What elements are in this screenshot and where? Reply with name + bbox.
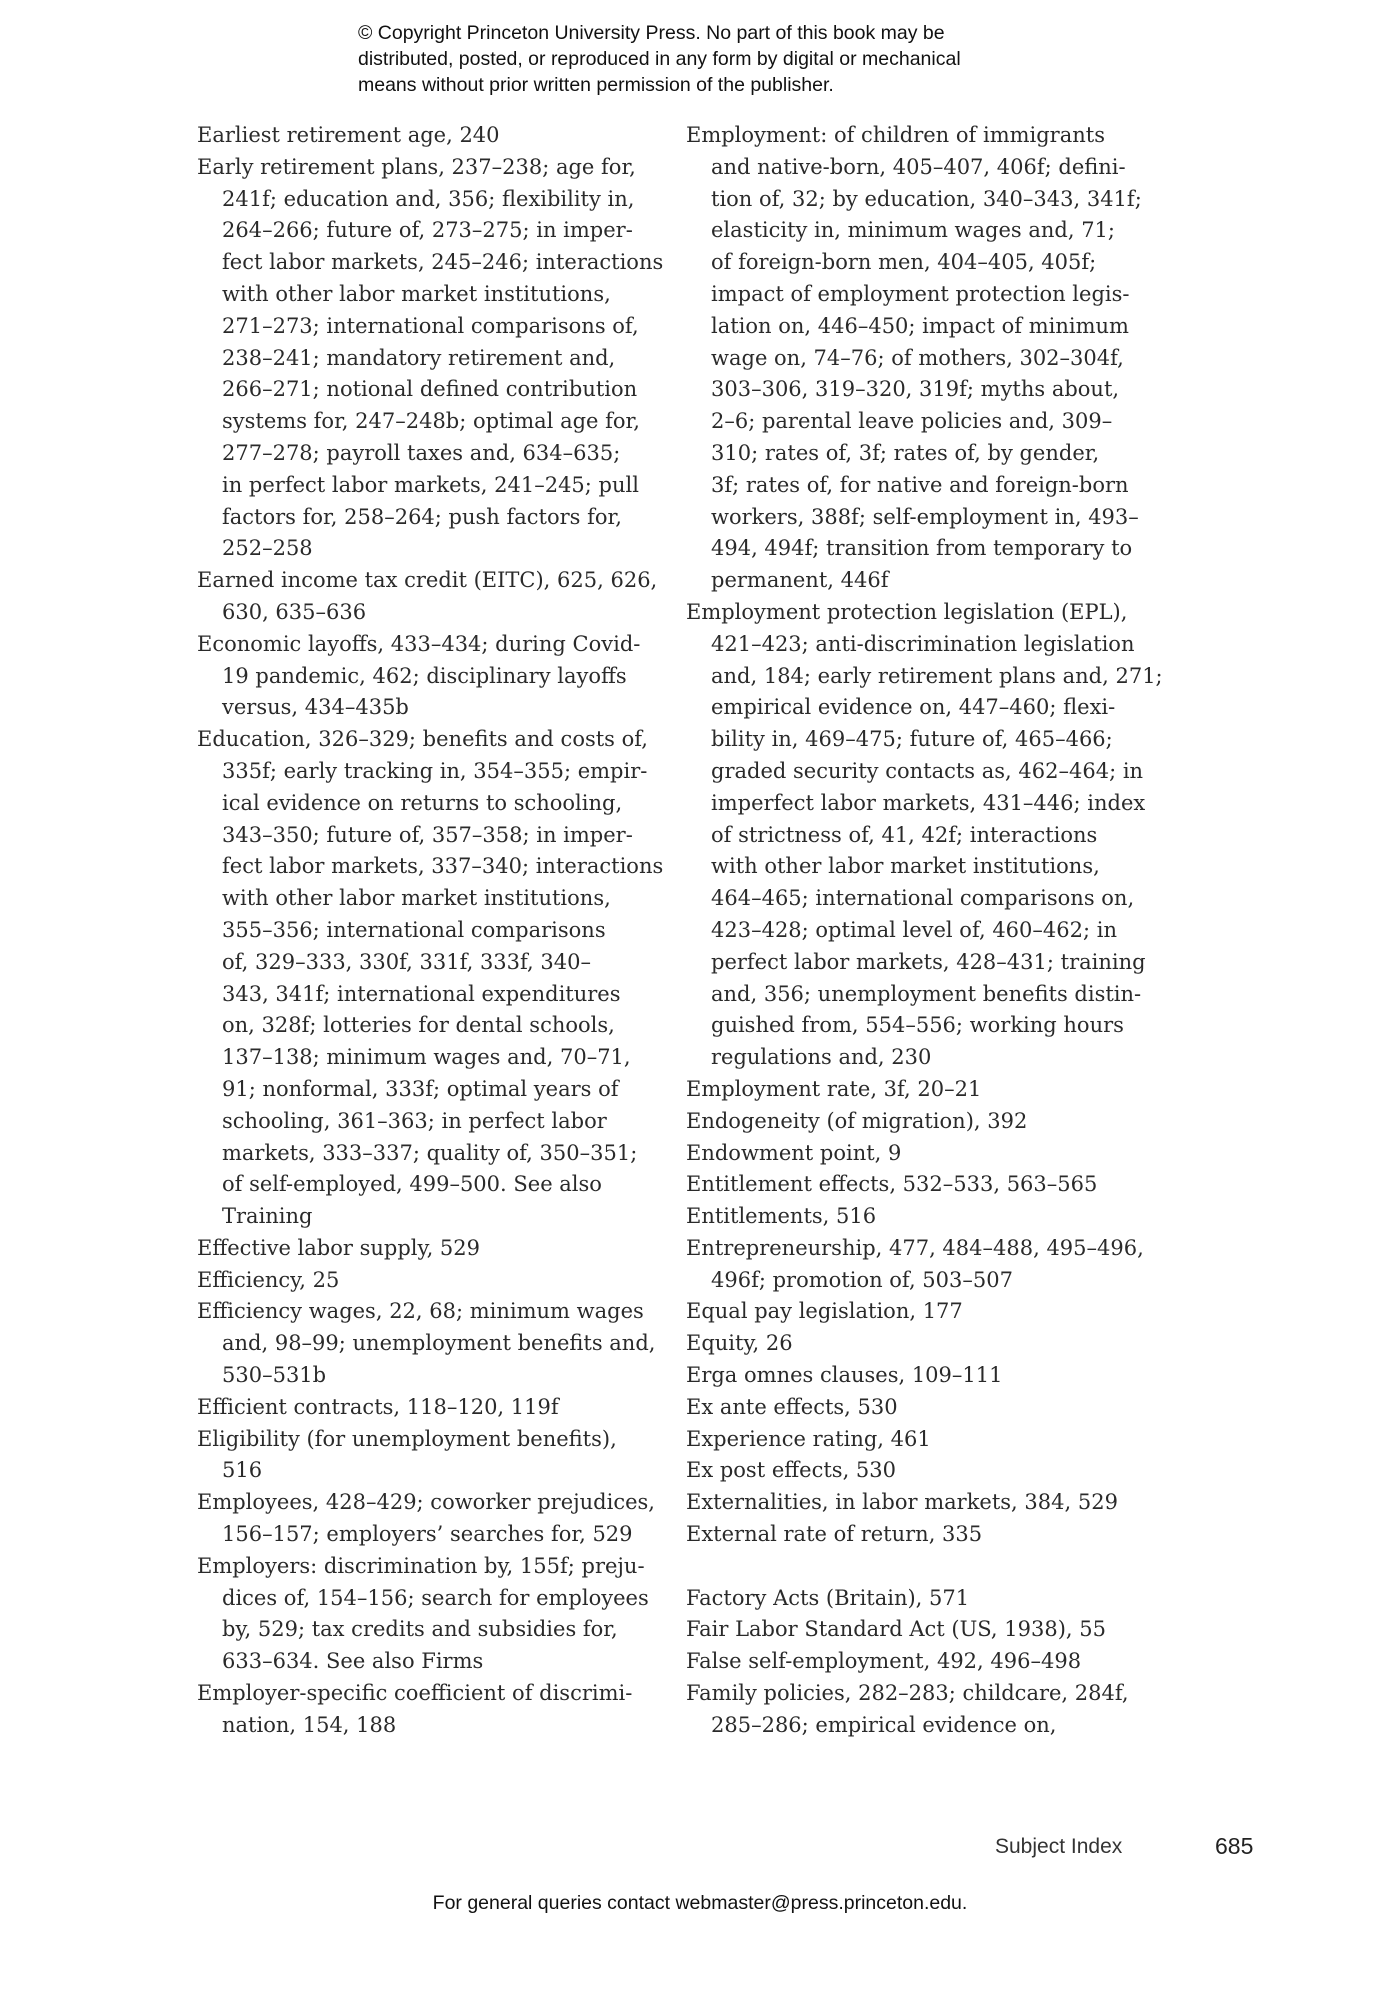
index-entry-line: of self-employed, 499–500. See also bbox=[222, 1172, 602, 1197]
index-entry-line: 277–278; payroll taxes and, 634–635; bbox=[222, 440, 621, 465]
index-entry-line: on, 328f; lotteries for dental schools, bbox=[222, 1013, 615, 1038]
index-entry-line: Fair Labor Standard Act (US, 1938), 55 bbox=[686, 1617, 1106, 1642]
index-entry-line: Entitlements, 516 bbox=[686, 1204, 877, 1229]
index-entry-line: 3f; rates of, for native and foreign-born bbox=[711, 472, 1129, 497]
index-entry-line: with other labor market institutions, bbox=[222, 886, 611, 911]
index-entry-line: 238–241; mandatory retirement and, bbox=[222, 345, 616, 370]
index-entry-line: of strictness of, 41, 42f; interactions bbox=[711, 822, 1098, 847]
index-entry-line: Endowment point, 9 bbox=[686, 1140, 902, 1165]
index-entry-line: regulations and, 230 bbox=[711, 1045, 932, 1070]
index-entry bbox=[686, 1074, 1166, 1106]
index-entry-line: Earliest retirement age, 240 bbox=[197, 123, 500, 147]
index-entry-line: Training bbox=[222, 1204, 313, 1229]
index-entry-line: Ex ante effects, 530 bbox=[686, 1394, 898, 1419]
page-number: 685 bbox=[1215, 1833, 1254, 1859]
index-entry-line: factors for, 258–264; push factors for, bbox=[222, 504, 622, 529]
index-entry-line: empirical evidence on, 447–460; flexi- bbox=[711, 695, 1116, 720]
index-entry-line: and, 184; early retirement plans and, 271; bbox=[711, 663, 1163, 688]
index-entry-line: Employer-specific coefficient of discrimi- bbox=[197, 1681, 633, 1706]
index-entry-line: Education, 326–329; benefits and costs of, bbox=[197, 727, 648, 752]
index-entry-line: graded security contacts as, 462–464; in bbox=[711, 758, 1144, 783]
index-entry-line: fect labor markets, 337–340; interactions bbox=[222, 854, 664, 879]
general-queries-notice: For general queries contact webmaster@press.princeton.edu. bbox=[432, 1892, 968, 1914]
index-entry-line: wage on, 74–76; of mothers, 302–304f, bbox=[711, 345, 1124, 370]
index-entry-line: Employment rate, 3f, 20–21 bbox=[686, 1076, 982, 1101]
index-entry-line: Entitlement effects, 532–533, 563–565 bbox=[686, 1172, 1098, 1197]
index-entry-line: Factory Acts (Britain), 571 bbox=[686, 1585, 970, 1610]
index-entry-line: impact of employment protection legis- bbox=[711, 281, 1130, 306]
index-entry-line: 285–286; empirical evidence on, bbox=[711, 1712, 1057, 1737]
index-entry bbox=[686, 1455, 1166, 1487]
copyright-notice bbox=[358, 20, 1078, 98]
index-entry-line: guished from, 554–556; working hours bbox=[711, 1013, 1124, 1038]
index-entry bbox=[197, 1265, 667, 1297]
index-entry bbox=[686, 1169, 1166, 1201]
index-entry bbox=[686, 1424, 1166, 1456]
index-entry-line: Employment protection legislation (EPL), bbox=[686, 599, 1128, 624]
index-section-gap bbox=[686, 1551, 1166, 1583]
running-footer-section: Subject Index bbox=[995, 1835, 1123, 1858]
index-entry bbox=[686, 1519, 1166, 1551]
index-column-left bbox=[197, 120, 667, 1742]
index-entry-line: False self-employment, 492, 496–498 bbox=[686, 1649, 1082, 1674]
index-entry-line: 496f; promotion of, 503–507 bbox=[711, 1267, 1013, 1292]
index-entry-line: and native-born, 405–407, 406f; defini- bbox=[711, 154, 1126, 179]
index-entry bbox=[197, 1487, 667, 1551]
index-entry-line: Eligibility (for unemployment benefits), bbox=[197, 1426, 617, 1451]
index-entry-line: Erga omnes clauses, 109–111 bbox=[686, 1363, 1003, 1388]
index-entry-line: with other labor market institutions, bbox=[711, 854, 1100, 879]
index-entry-line: elasticity in, minimum wages and, 71; bbox=[711, 218, 1115, 243]
index-entry-line: 464–465; international comparisons on, bbox=[711, 886, 1135, 911]
index-entry bbox=[686, 1583, 1166, 1615]
index-entry bbox=[686, 1201, 1166, 1233]
index-entry-line: 241f; education and, 356; flexibility in, bbox=[222, 186, 635, 211]
index-entry-line: 252–258 bbox=[222, 536, 313, 561]
index-entry bbox=[197, 1424, 667, 1488]
index-entry bbox=[197, 1392, 667, 1424]
index-entry-line: permanent, 446f bbox=[711, 568, 889, 593]
index-entry-line: 19 pandemic, 462; disciplinary layoffs bbox=[222, 663, 627, 688]
index-entry bbox=[197, 629, 667, 724]
index-entry-line: Employment: of children of immigrants bbox=[686, 123, 1105, 147]
index-entry bbox=[686, 1106, 1166, 1138]
index-entry-line: 530–531b bbox=[222, 1363, 327, 1388]
index-entry-line: Endogeneity (of migration), 392 bbox=[686, 1108, 1028, 1133]
index-entry-line: schooling, 361–363; in perfect labor bbox=[222, 1108, 607, 1133]
index-entry-line: 343–350; future of, 357–358; in imper- bbox=[222, 822, 633, 847]
index-entry-line: Effective labor supply, 529 bbox=[197, 1235, 481, 1260]
index-entry-line: tion of, 32; by education, 340–343, 341f; bbox=[711, 186, 1142, 211]
index-entry-line: 343, 341f; international expenditures bbox=[222, 981, 621, 1006]
index-entry-line: ical evidence on returns to schooling, bbox=[222, 790, 623, 815]
index-entry-line: of, 329–333, 330f, 331f, 333f, 340– bbox=[222, 949, 591, 974]
index-entry-line: systems for, 247–248b; optimal age for, bbox=[222, 409, 640, 434]
index-entry bbox=[197, 1678, 667, 1742]
index-entry bbox=[686, 1487, 1166, 1519]
index-entry-line: Efficiency wages, 22, 68; minimum wages bbox=[197, 1299, 644, 1324]
index-entry-line: 303–306, 319–320, 319f; myths about, bbox=[711, 377, 1120, 402]
index-entry-line: dices of, 154–156; search for employees bbox=[222, 1585, 649, 1610]
copyright-line: means without prior written permission of the publisher. bbox=[358, 74, 834, 96]
index-entry-line: 264–266; future of, 273–275; in imper- bbox=[222, 218, 633, 243]
index-entry bbox=[197, 1296, 667, 1391]
index-entry-line: 630, 635–636 bbox=[222, 599, 367, 624]
index-entry-line: 137–138; minimum wages and, 70–71, bbox=[222, 1045, 631, 1070]
index-entry-line: Early retirement plans, 237–238; age for, bbox=[197, 154, 636, 179]
index-entry-line: of foreign-born men, 404–405, 405f; bbox=[711, 250, 1097, 275]
index-entry-line: Equal pay legislation, 177 bbox=[686, 1299, 963, 1324]
index-entry-line: versus, 434–435b bbox=[222, 695, 409, 720]
index-entry-line: Efficient contracts, 118–120, 119f bbox=[197, 1394, 559, 1419]
index-entry-line: Efficiency, 25 bbox=[197, 1267, 340, 1292]
index-entry bbox=[686, 1328, 1166, 1360]
index-entry bbox=[686, 1614, 1166, 1646]
index-entry-line: 91; nonformal, 333f; optimal years of bbox=[222, 1076, 619, 1101]
index-entry-line: 335f; early tracking in, 354–355; empir- bbox=[222, 758, 648, 783]
index-entry-line: 2–6; parental leave policies and, 309– bbox=[711, 409, 1113, 434]
index-entry-line: bility in, 469–475; future of, 465–466; bbox=[711, 727, 1113, 752]
index-entry-line: Employers: discrimination by, 155f; preju- bbox=[197, 1553, 645, 1578]
index-entry bbox=[686, 120, 1166, 597]
index-entry-line: 310; rates of, 3f; rates of, by gender, bbox=[711, 440, 1100, 465]
index-entry bbox=[686, 597, 1166, 1074]
index-entry-line: 516 bbox=[222, 1458, 263, 1483]
index-entry-line: 355–356; international comparisons bbox=[222, 917, 606, 942]
index-entry-line: Family policies, 282–283; childcare, 284f, bbox=[686, 1681, 1129, 1706]
index-entry-line: markets, 333–337; quality of, 350–351; bbox=[222, 1140, 638, 1165]
index-entry-line: 271–273; international comparisons of, bbox=[222, 313, 639, 338]
index-entry-line: 494, 494f; transition from temporary to bbox=[711, 536, 1133, 561]
index-entry bbox=[197, 1233, 667, 1265]
index-entry-line: Employees, 428–429; coworker prejudices, bbox=[197, 1490, 655, 1515]
index-entry-line: 633–634. See also Firms bbox=[222, 1649, 484, 1674]
index-entry-line: fect labor markets, 245–246; interactions bbox=[222, 250, 664, 275]
index-entry bbox=[197, 152, 667, 565]
index-entry-line: lation on, 446–450; impact of minimum bbox=[711, 313, 1129, 338]
index-entry-line: 421–423; anti-discrimination legislation bbox=[711, 631, 1135, 656]
index-entry bbox=[197, 120, 667, 152]
index-entry bbox=[686, 1296, 1166, 1328]
index-entry bbox=[686, 1233, 1166, 1297]
index-entry bbox=[197, 565, 667, 629]
index-entry-line: 156–157; employers’ searches for, 529 bbox=[222, 1522, 633, 1547]
index-entry-line: in perfect labor markets, 241–245; pull bbox=[222, 472, 639, 497]
index-entry-line: 266–271; notional defined contribution bbox=[222, 377, 638, 402]
index-entry-line: Ex post effects, 530 bbox=[686, 1458, 897, 1483]
index-entry bbox=[686, 1360, 1166, 1392]
index-entry-line: and, 356; unemployment benefits distin- bbox=[711, 981, 1142, 1006]
index-entry bbox=[197, 724, 667, 1233]
index-entry-line: Experience rating, 461 bbox=[686, 1426, 931, 1451]
copyright-line: distributed, posted, or reproduced in any form by digital or mechanical bbox=[358, 48, 961, 70]
index-entry-line: nation, 154, 188 bbox=[222, 1712, 397, 1737]
index-entry-line: Economic layoffs, 433–434; during Covid- bbox=[197, 631, 641, 656]
index-entry bbox=[686, 1646, 1166, 1678]
index-entry-line: External rate of return, 335 bbox=[686, 1522, 983, 1547]
index-entry bbox=[686, 1138, 1166, 1170]
index-column-right bbox=[686, 120, 1166, 1742]
index-entry-line: and, 98–99; unemployment benefits and, bbox=[222, 1331, 656, 1356]
index-entry-line: with other labor market institutions, bbox=[222, 281, 611, 306]
index-entry-line: 423–428; optimal level of, 460–462; in bbox=[711, 917, 1117, 942]
index-entry-line: workers, 388f; self-employment in, 493– bbox=[711, 504, 1139, 529]
index-entry-line: by, 529; tax credits and subsidies for, bbox=[222, 1617, 618, 1642]
index-entry bbox=[686, 1392, 1166, 1424]
index-entry-line: Externalities, in labor markets, 384, 529 bbox=[686, 1490, 1118, 1515]
index-entry-line: Earned income tax credit (EITC), 625, 626, bbox=[197, 568, 658, 593]
index-entry-line: Equity, 26 bbox=[686, 1331, 793, 1356]
index-entry-line: perfect labor markets, 428–431; training bbox=[711, 949, 1146, 974]
copyright-line: © Copyright Princeton University Press. No part of this book may be bbox=[358, 22, 945, 44]
index-entry-line: imperfect labor markets, 431–446; index bbox=[711, 790, 1146, 815]
index-entry bbox=[686, 1678, 1166, 1742]
index-entry-line: Entrepreneurship, 477, 484–488, 495–496, bbox=[686, 1235, 1144, 1260]
index-entry bbox=[197, 1551, 667, 1678]
